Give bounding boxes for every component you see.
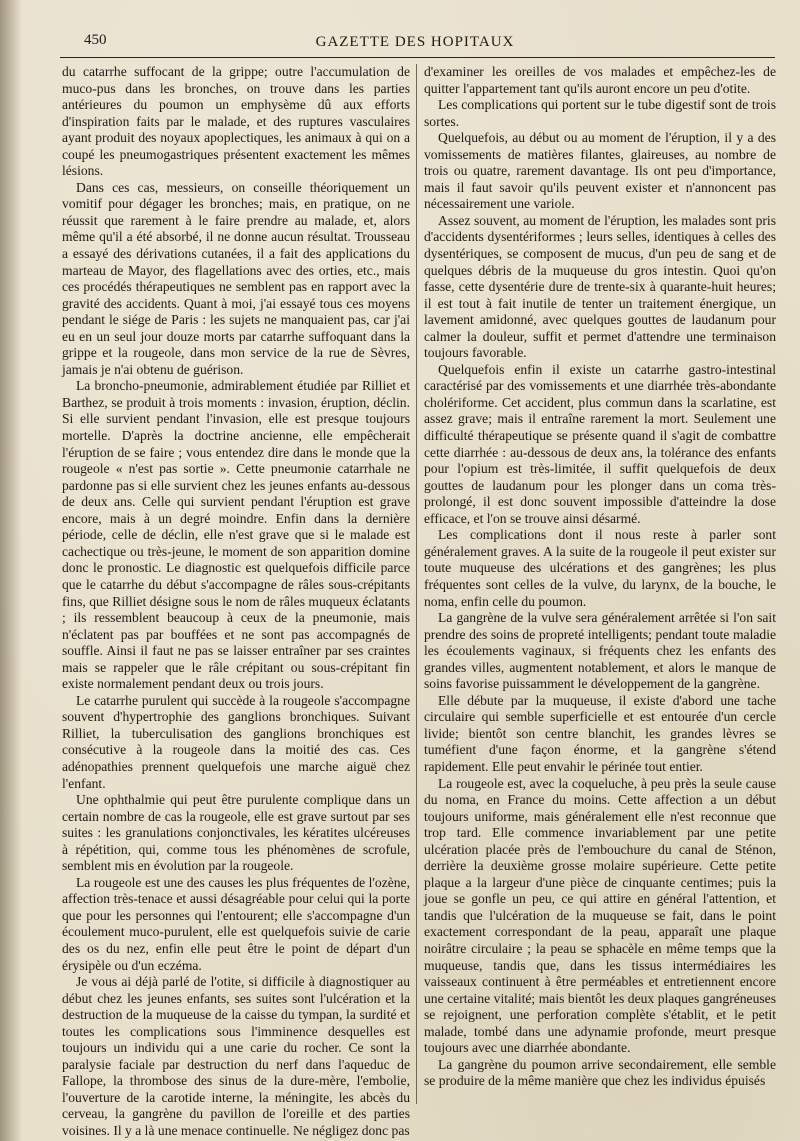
paragraph: d'examiner les oreilles de vos malades et empêchez-les de quitter l'appartement tant qu'ils auront encore un peu d'otite. [424, 64, 776, 96]
right-column [424, 64, 776, 1090]
paragraph: Les complications dont il nous reste à parler sont généralement graves. A la suite de la rougeole il peut exister sur toute muqueuse des ulcérations et des gangrènes; les plus fréquentes sont celles de la vulve, du larynx, de la bouche, le noma, enfin celle du poumon. [424, 527, 776, 609]
paragraph: Une ophthalmie qui peut être purulente complique dans un certain nombre de cas la rougeole, elle est grave surtout par ses suites : les granulations conjonctivales, les kératites ulcéreuses à répétition, qui, comme tous les phénomènes de scrofule, semblent mis en évolution par la rougeole. [62, 792, 410, 874]
paragraph: du catarrhe suffocant de la grippe; outre l'accumulation de muco-pus dans les bronches, on trouve dans les parties antérieures du poumon un emphysème dû aux efforts d'inspiration faits par le malade, et des ruptures vasculaires ayant produit des noyaux apoplectiques, les animaux à qui on a coupé les pneumogastriques présentent exactement les mêmes lésions. [62, 64, 410, 179]
binding-shadow [0, 0, 22, 1141]
paragraph: La gangrène du poumon arrive secondairement, elle semble se produire de la même manière que chez les individus épuisés [424, 1056, 776, 1089]
paragraph: Dans ces cas, messieurs, on conseille théoriquement un vomitif pour dégager les bronches; mais, en pratique, on ne réussit que rarement à le faire prendre au malade, et, alors même qu'il a été absorbé, il ne donne aucun résultat. Trousseau a essayé des dérivations cutanées, il a fait des applications du marteau de Mayor, des flagellations avec des orties, etc., mais ces procédés thérapeutiques ne semblent pas en rapport avec la gravité des accidents. Quant à moi, j'ai essayé tous ces moyens pendant le siége de Paris : les sujets ne manquaient pas, car j'ai eu en un seul jour douze morts par catarrhe suffoquant dans la grippe et la rougeole, dans mon service de la rue de Sèvres, jamais je n'ai obtenu de guérison. [62, 179, 410, 377]
paragraph: Le catarrhe purulent qui succède à la rougeole s'accompagne souvent d'hypertrophie des ganglions bronchiques. Suivant Rilliet, la tuberculisation des ganglions bronchiques est consécutive à la rougeole dans la moitié des cas. Ces adénopathies prennent quelquefois une marche aiguë chez l'enfant. [62, 692, 410, 791]
journal-title: GAZETTE DES HOPITAUX [315, 34, 515, 50]
page-header [60, 26, 770, 56]
paragraph: La broncho-pneumonie, admirablement étudiée par Rilliet et Barthez, se produit à trois moments : invasion, éruption, déclin. Si elle survient pendant l'invasion, elle est presque toujours mortelle. D'après la doctrine ancienne, elle empêcherait l'éruption de se faire ; vous entendez dire dans le monde que la rougeole « n'est pas sortie ». Cette pneumonie catarrhale ne pardonne pas si elle survient chez les jeunes enfants au-dessous de deux ans. Celle qui survient pendant l'éruption est grave encore, mais à un degré moindre. Enfin dans la dernière période, celle de déclin, elle n'est grave que si le malade est cachectique ou très-jeune, le moment de son apparition domine donc le pronostic. Le diagnostic est quelquefois difficile parce que le catarrhe du début s'accompagne de râles sous-crépitants fins, que Rilliet désigne sous le nom de râles muqueux éclatants ; ils ressemblent beaucoup à ceux de la pneumonie, mais n'éclatent pas par bouffées et ne sont pas accompagnés de souffle. Ainsi il faut ne pas se laisser entraîner par ses craintes mais se rappeler que le râle crépitant ou sous-crépitant fin existe normalement pendant deux ou trois jours. [62, 378, 410, 692]
paragraph: Les complications qui portent sur le tube digestif sont de trois sortes. [424, 97, 776, 129]
paragraph: La rougeole est une des causes les plus fréquentes de l'ozène, affection très-tenace et aussi désagréable pour celui qui la porte que pour les personnes qui l'entourent; elle s'accompagne d'un écoulement muco-purulent, elle est quelquefois suivie de carie des os du nez, enfin elle peut être le point de départ d'un érysipèle ou d'un eczéma. [62, 874, 410, 973]
paragraph: Je vous ai déjà parlé de l'otite, si difficile à diagnostiquer au début chez les jeunes enfants, ses suites sont l'ulcération et la destruction de la muqueuse de la caisse du tympan, la surdité et toutes les complications sous l'imminence desquelles est toujours un individu qui a une carie du rocher. Ce sont la paralysie faciale par destruction du nerf dans l'aqueduc de Fallope, la thrombose des sinus de la dure-mère, l'embolie, l'ouverture de la carotide interne, la méningite, les abcès du cerveau, la gangrène du pavillon de l'oreille et des parties voisines. Il y a là une menace continuelle. Ne négligez donc pas [62, 974, 410, 1138]
paragraph: La rougeole est, avec la coqueluche, à peu près la seule cause du noma, en France du moins. Cette affection a un début toujours uniforme, mais généralement elle n'est reconnue que trop tard. Elle commence invariablement par une petite ulcération placée près de l'embouchure du canal de Sténon, derrière la deuxième grosse molaire supérieure. Cette petite plaque a la largeur d'une pièce de cinquante centimes; puis la joue se gonfle un peu, ce qui attire en général l'attention, et tandis que l'ulcération de la muqueuse se fait, dans le point exactement correspondant de la peau, apparaît une plaque noirâtre circulaire ; la peau se sphacèle en même temps que la muqueuse, tandis que, dans les tissus intermédiaires les vaisseaux continuent à être perméables et entretiennent encore une certaine vitalité; mais bientôt les deux plaques gangréneuses se rejoignent, une perforation complète s'établit, et le petit malade, tombé dans une adynamie profonde, meurt presque toujours avec une diarrhée abondante. [424, 775, 776, 1056]
paragraph: Assez souvent, au moment de l'éruption, les malades sont pris d'accidents dysentériformes ; leurs selles, identiques à celles des dysentériques, se composent de mucus, d'un peu de sang et de quelques débris de la muqueuse du gros intestin. Quoi qu'on fasse, cette dysentérie dure de trente-six à quarante-huit heures; il est tout à fait inutile de tenter un traitement énergique, un lavement amidonné, avec quelques gouttes de laudanum pour calmer la douleur, suffit et permet d'attendre une terminaison toujours favorable. [424, 212, 776, 361]
paragraph: Quelquefois, au début ou au moment de l'éruption, il y a des vomissements de matières filantes, glaireuses, au nombre de trois ou quatre, rarement davantage. Ils ont peu d'importance, mais il faut savoir qu'ils peuvent exister et n'annoncent pas nécessairement une variole. [424, 130, 776, 212]
paragraph: La gangrène de la vulve sera généralement arrêtée si l'on sait prendre des soins de propreté intelligents; pendant toute maladie les écoulements vaginaux, si fréquents chez les enfants des grandes villes, augmentent notablement, et alors le manque de soins favorise puissamment le développement de la gangrène. [424, 610, 776, 692]
paragraph: Elle débute par la muqueuse, il existe d'abord une tache circulaire qui semble superficielle et est entourée d'un cercle livide; bientôt son centre blanchit, les grandes lèvres se tuméfient d'une façon énorme, et la gangrène s'étend rapidement. Elle peut envahir le périnée tout entier. [424, 692, 776, 774]
column-divider [416, 64, 417, 1104]
paragraph: Quelquefois enfin il existe un catarrhe gastro-intestinal caractérisé par des vomissements et une diarrhée très-abondante cholériforme. Cet accident, plus commun dans la scarlatine, est assez grave; mais il entraîne rarement la mort. Seulement une difficulté thérapeutique se présente quand il s'agit de combattre cette diarrhée : au-dessous de deux ans, la tolérance des enfants pour l'opium est très-limitée, il suffit quelquefois de deux gouttes de laudanum pour les plonger dans un coma très-prolongé, il est donc souvent impossible d'atteindre la dose efficace, et l'on se trouve ainsi désarmé. [424, 361, 776, 526]
header-rule [60, 57, 775, 58]
page-number: 450 [84, 32, 107, 48]
left-column [62, 64, 410, 1140]
